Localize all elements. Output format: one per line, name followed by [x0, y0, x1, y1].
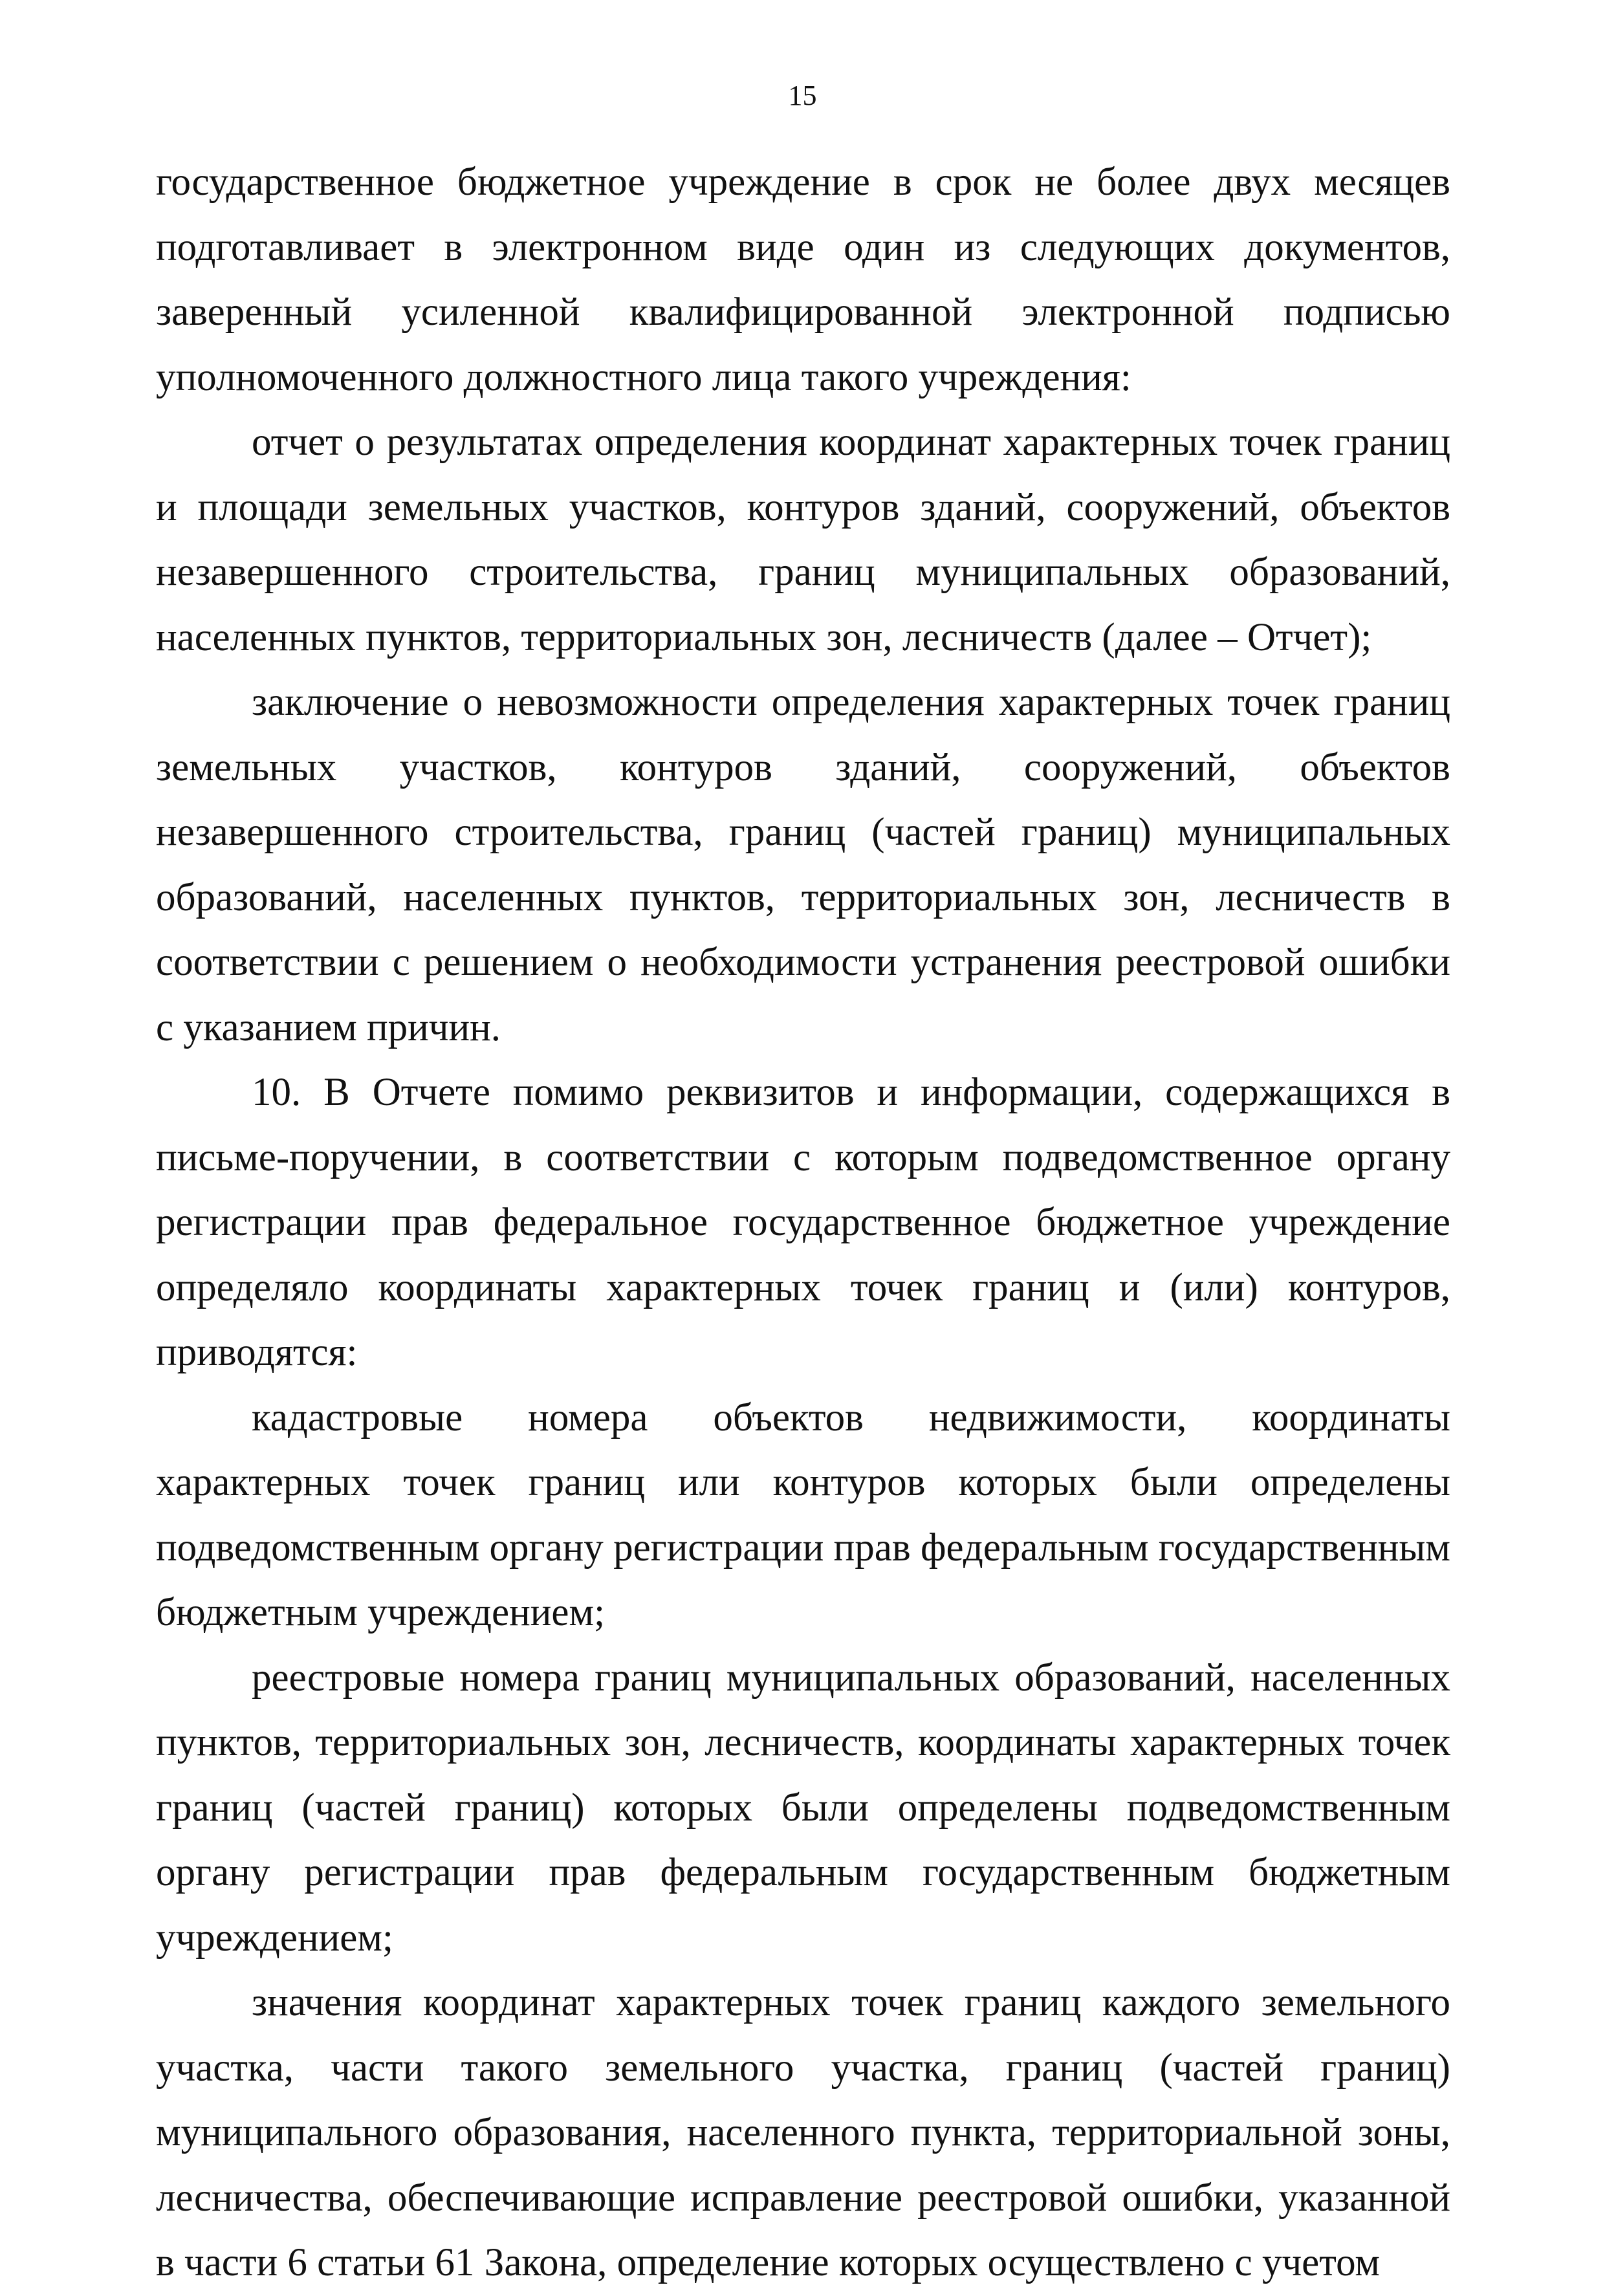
- paragraph-coordinate-values: значения координат характерных точек границ каждого земельного участка, части такого земельного участка, границ (частей границ) муниципального образования, населенного пункта, территориальной зоны, лесничества, обеспечивающие исправление реестровой ошибки, указанной в части 6 статьи 61 Закона, определение которых осуществлено с учетом: [156, 1981, 1450, 2284]
- paragraph-continuation: государственное бюджетное учреждение в срок не более двух месяцев подготавливает в электронном виде один из следующих документов, заверенный усиленной квалифицированной электронной подписью уполномоченного должностного лица такого учреждения:: [156, 160, 1450, 399]
- document-body: [156, 150, 1450, 2296]
- paragraph-cadastral-numbers: кадастровые номера объектов недвижимости, координаты характерных точек границ или контуров которых были определены подведомственным органу регистрации прав федеральным государственным бюджетным учреждением;: [156, 1395, 1450, 1634]
- paragraph-conclusion-item: заключение о невозможности определения характерных точек границ земельных участков, контуров зданий, сооружений, объектов незавершенного строительства, границ (частей границ) муниципальных образований, населенных пунктов, территориальных зон, лесничеств в соответствии с решением о необходимости устранения реестровой ошибки с указанием причин.: [156, 681, 1450, 1049]
- paragraph-registry-numbers: реестровые номера границ муниципальных образований, населенных пунктов, территориальных зон, лесничеств, координаты характерных точек границ (частей границ) которых были определены подведомственным органу регистрации прав федеральным государственным бюджетным учреждением;: [156, 1656, 1450, 1960]
- page-number: 15: [788, 80, 817, 111]
- paragraph-report-item: отчет о результатах определения координат характерных точек границ и площади земельных участков, контуров зданий, сооружений, объектов незавершенного строительства, границ муниципальных образований, населенных пунктов, территориальных зон, лесничеств (далее – Отчет);: [156, 421, 1450, 659]
- paragraph-point-10: 10. В Отчете помимо реквизитов и информации, содержащихся в письме-поручении, в соответствии с которым подведомственное органу регистрации прав федеральное государственное бюджетное учреждение определяло координаты характерных точек границ и (или) контуров, приводятся:: [156, 1071, 1450, 1374]
